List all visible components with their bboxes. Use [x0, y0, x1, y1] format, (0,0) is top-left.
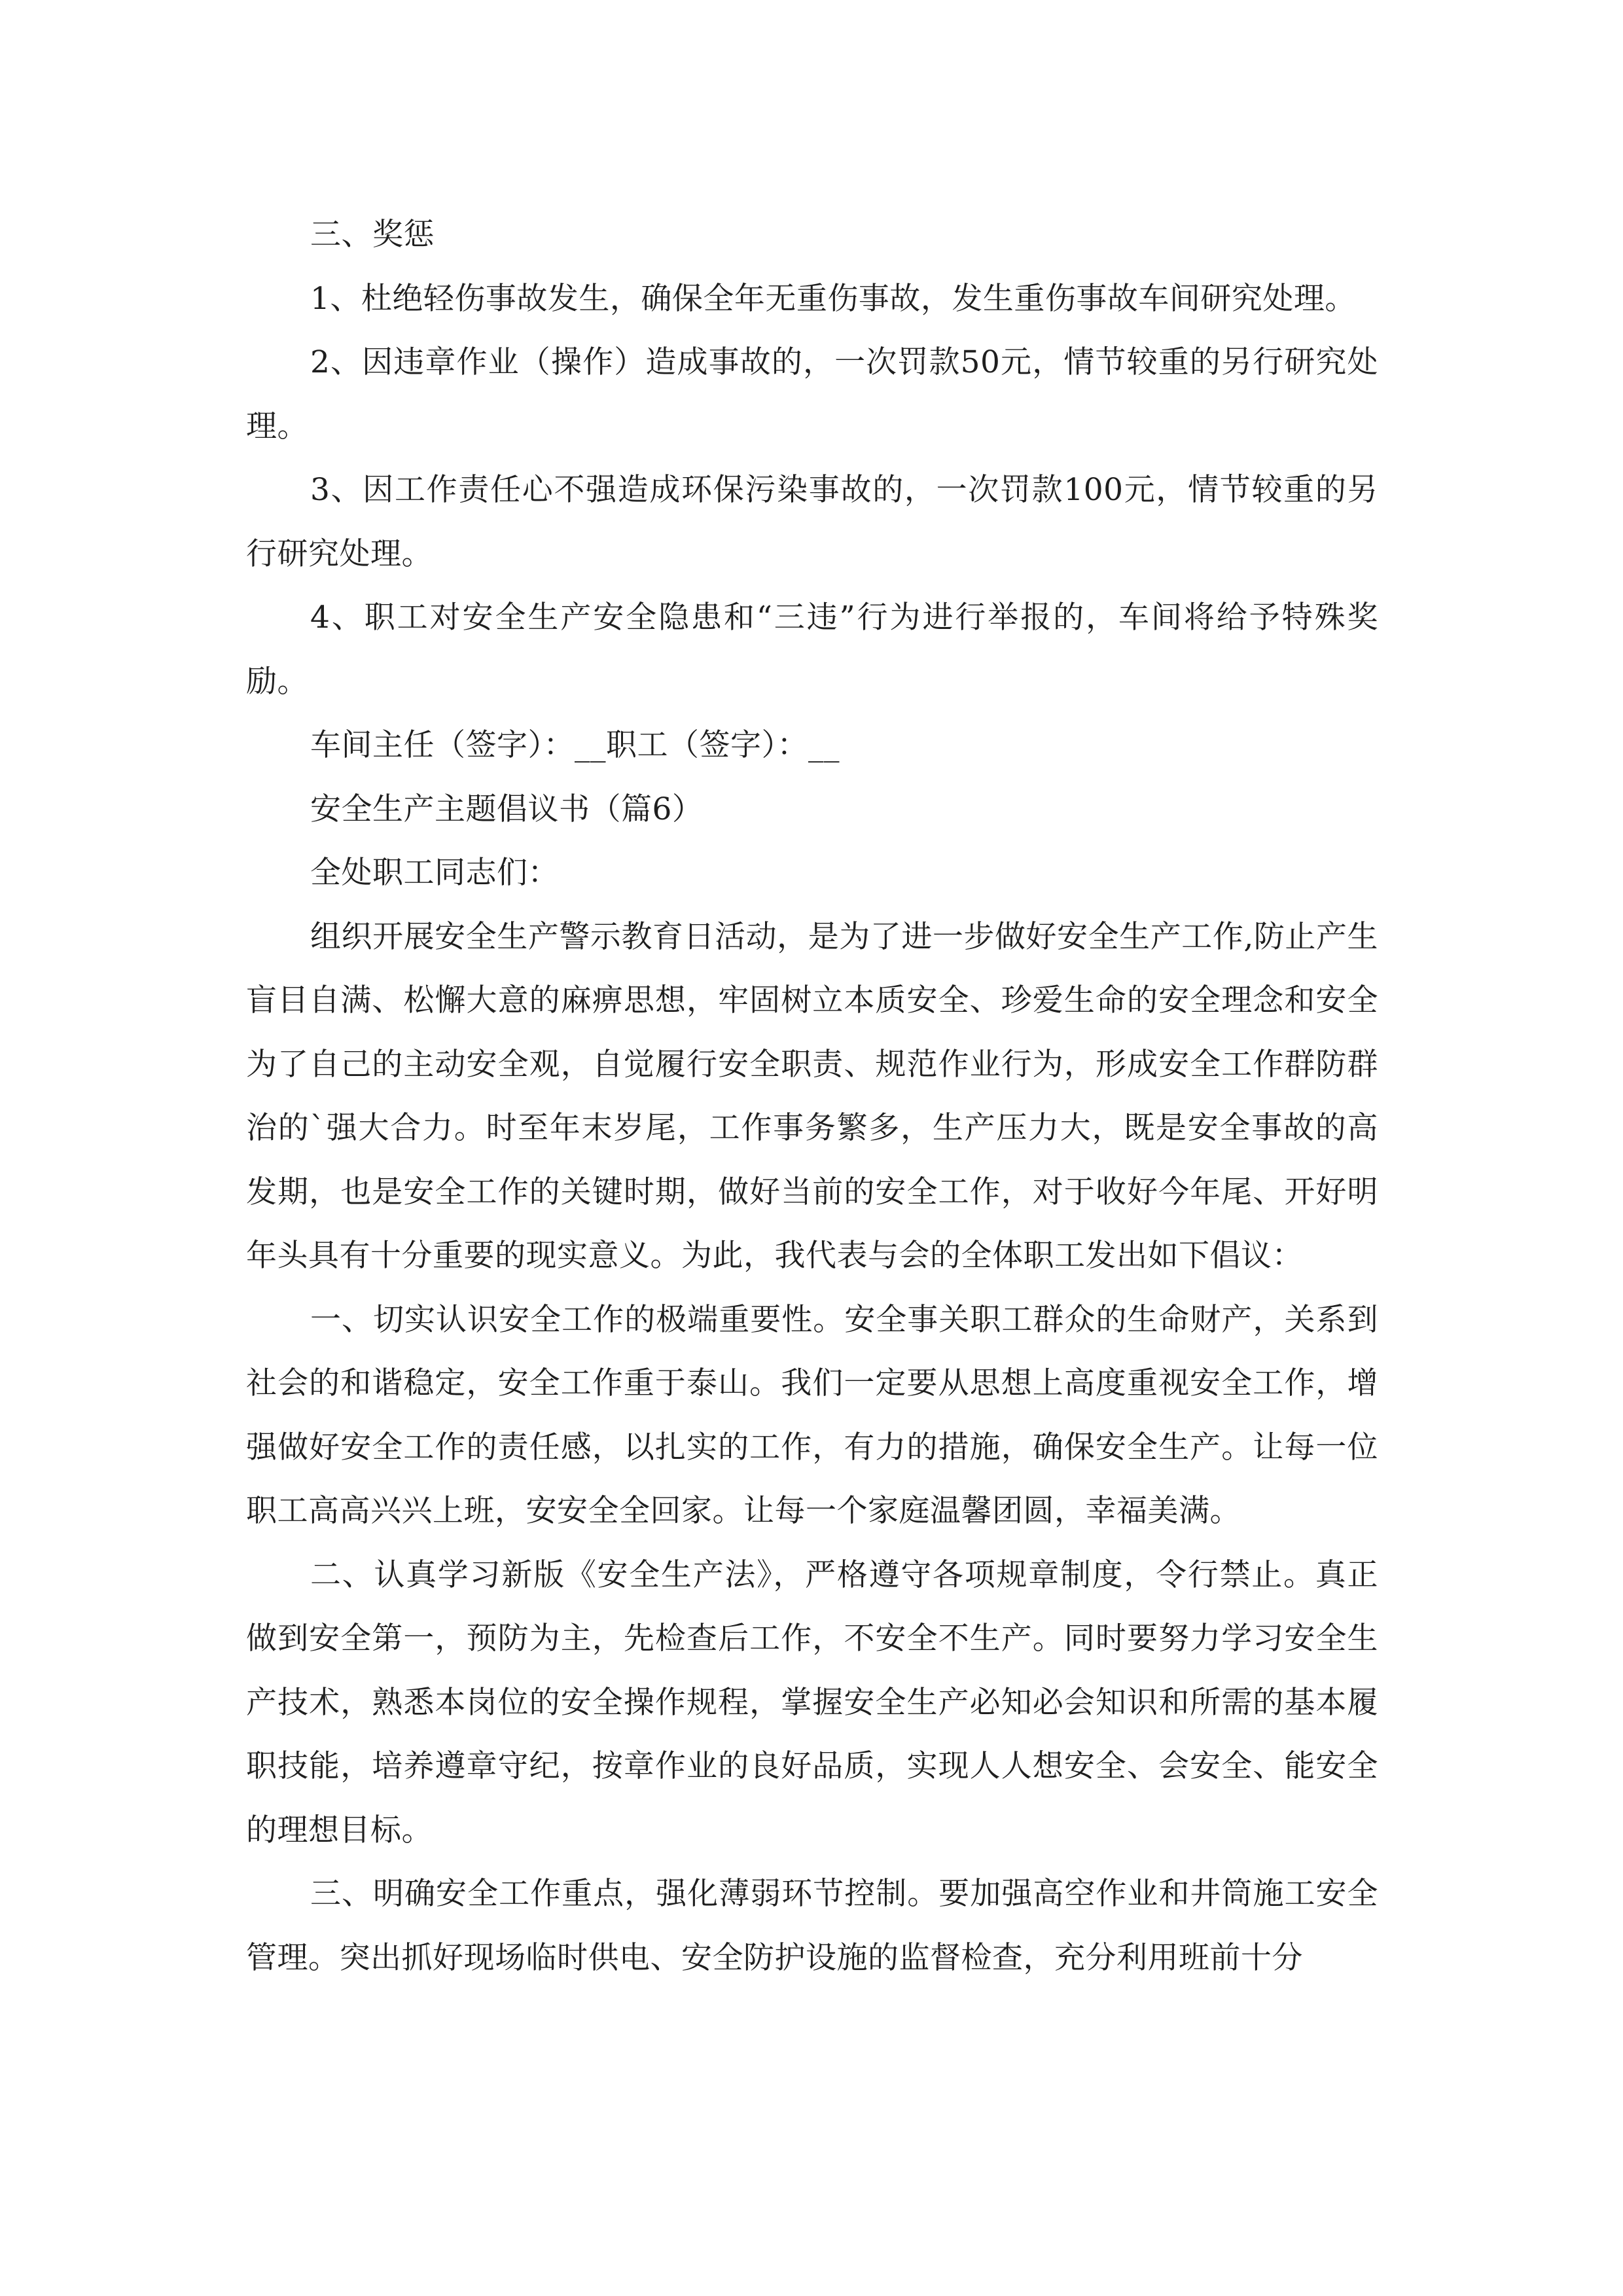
rule-item-2: 2、因违章作业（操作）造成事故的，一次罚款50元，情节较重的另行研究处理。 — [246, 344, 1378, 444]
proposal-title: 安全生产主题倡议书（篇6） — [310, 791, 704, 827]
proposal-item-3: 三、明确安全工作重点，强化薄弱环节控制。要加强高空作业和井筒施工安全管理。突出抓好现场临时供电、安全防护设施的监督检查，充分利用班前十分 — [246, 1876, 1378, 1976]
rule-item-4: 4、职工对安全生产安全隐患和“三违”行为进行举报的，车间将给予特殊奖励。 — [246, 600, 1378, 700]
proposal-item-1: 一、切实认识安全工作的极端重要性。安全事关职工群众的生命财产，关系到社会的和谐稳定，安全工作重于泰山。我们一定要从思想上高度重视安全工作，增强做好安全工作的责任感，以扎实的工作，有力的措施，确保安全生产。让每一位职工高高兴兴上班，安安全全回家。让每一个家庭温馨团圆，幸福美满。 — [246, 1301, 1378, 1529]
signature-line: 车间主任（签字）：__职工（签字）：__ — [310, 727, 840, 763]
salutation: 全处职工同志们： — [310, 855, 559, 891]
section-heading-rewards: 三、奖惩 — [310, 217, 435, 253]
rule-item-1: 1、杜绝轻伤事故发生，确保全年无重伤事故，发生重伤事故车间研究处理。 — [310, 280, 1356, 317]
document-body — [246, 203, 1378, 1990]
rule-item-3: 3、因工作责任心不强造成环保污染事故的，一次罚款100元，情节较重的另行研究处理。 — [246, 472, 1378, 572]
intro-paragraph: 组织开展安全生产警示教育日活动，是为了进一步做好安全生产工作,防止产生盲目自满、松懈大意的麻痹思想，牢固树立本质安全、珍爱生命的安全理念和安全为了自己的主动安全观，自觉履行安全职责、规范作业行为，形成安全工作群防群治的`强大合力。时至年末岁尾，工作事务繁多，生产压力大，既是安全事故的高发期，也是安全工作的关键时期，做好当前的安全工作，对于收好今年尾、开好明年头具有十分重要的现实意义。为此，我代表与会的全体职工发出如下倡议： — [246, 918, 1378, 1274]
proposal-item-2: 二、认真学习新版《安全生产法》，严格遵守各项规章制度，令行禁止。真正做到安全第一，预防为主，先检查后工作，不安全不生产。同时要努力学习安全生产技术，熟悉本岗位的安全操作规程，掌握安全生产必知必会知识和所需的基本履职技能，培养遵章守纪，按章作业的良好品质，实现人人想安全、会安全、能安全的理想目标。 — [246, 1556, 1378, 1848]
